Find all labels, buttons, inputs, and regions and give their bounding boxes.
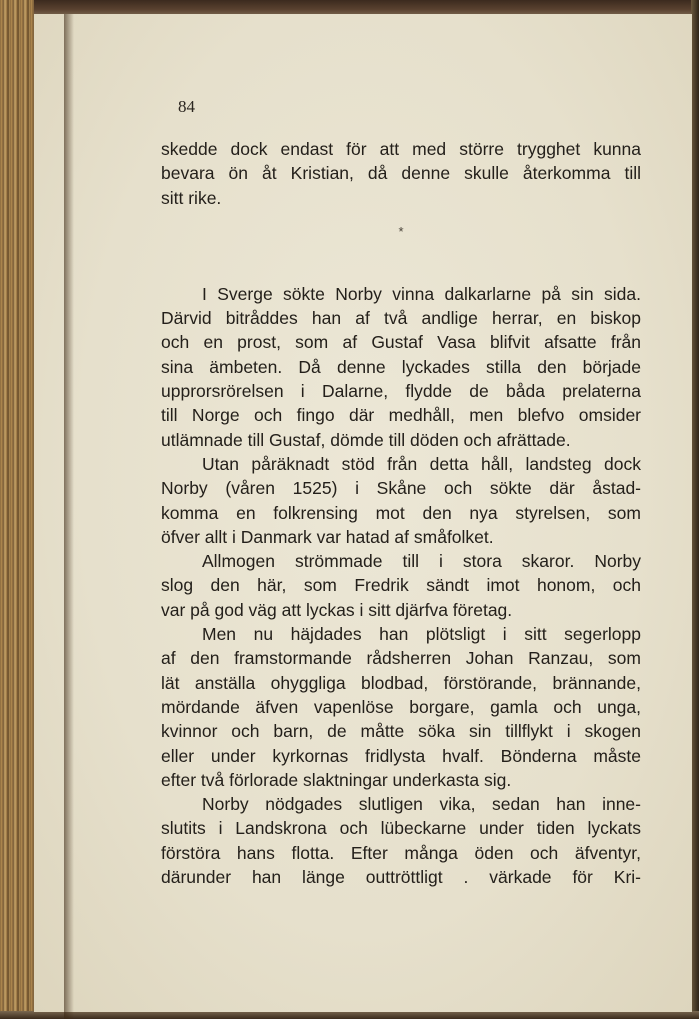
text-line: Norby (våren 1525) i Skåne och sökte där åstad- <box>161 478 641 499</box>
text-line: Men nu häjdades han plötsligt i sitt segerlopp <box>202 624 641 645</box>
text-line: slog den här, som Fredrik sändt imot honom, och <box>161 575 641 596</box>
book-right-edge <box>691 0 699 1019</box>
gutter-shadow <box>64 14 74 1019</box>
text-line: komma en folkrensing mot den nya styrelsen, som <box>161 502 641 523</box>
text-line: sitt rike. <box>161 187 222 208</box>
text-line: sina ämbeten. Då denne lyckades stilla den började <box>161 356 641 377</box>
section-separator: * <box>398 223 404 239</box>
text-line: af den framstormande rådsherren Johan Ranzau, som <box>161 648 641 669</box>
text-line: kvinnor och barn, de måtte söka sin tillflykt i skogen <box>161 721 641 742</box>
text-line: slutits i Landskrona och lübeckarne under tiden lyckats <box>161 818 641 839</box>
text-line: till Norge och fingo där medhåll, men blefvo omsider <box>161 405 641 426</box>
text-line: eller under kyrkornas fridlysta hvalf. Bönderna måste <box>161 745 641 766</box>
text-line: förstöra hans flotta. Efter många öden och äfventyr, <box>161 842 641 863</box>
text-line: Utan påräknadt stöd från detta håll, landsteg dock <box>202 453 641 474</box>
text-line: mördande äfven vapenlöse borgare, gamla och unga, <box>161 696 641 717</box>
text-line: Allmogen strömmade till i stora skaror. Norby <box>202 551 641 572</box>
book-bottom-edge <box>0 1011 699 1019</box>
text-line: lät anställa ohyggliga blodbad, förstörande, brännande, <box>161 672 641 693</box>
text-line: och en prost, som af Gustaf Vasa blifvit afsatte från <box>161 332 641 353</box>
text-line: öfver allt i Danmark var hatad af småfolket. <box>161 526 494 547</box>
page-number: 84 <box>178 97 195 116</box>
text-line: efter två förlorade slaktningar underkasta sig. <box>161 769 512 790</box>
body-text <box>161 137 641 889</box>
book-spine <box>0 0 34 1019</box>
text-line: I Sverge sökte Norby vinna dalkarlarne på sin sida. <box>202 283 641 304</box>
text-line: bevara ön åt Kristian, då denne skulle återkomma till <box>161 163 641 184</box>
text-line: Därvid bitråddes han af två andlige herrar, en biskop <box>161 308 641 329</box>
text-line: Norby nödgades slutligen vika, sedan han inne- <box>202 794 641 815</box>
text-line: utlämnade till Gustaf, dömde till döden och afrättade. <box>161 429 571 450</box>
text-line: skedde dock endast för att med större trygghet kunna <box>161 139 641 159</box>
text-line: därunder han länge outtröttligt . värkade för Kri- <box>161 867 641 888</box>
text-line: upprorsrörelsen i Dalarne, flydde de båda prelaterna <box>161 381 641 402</box>
text-line: var på god väg att lyckas i sitt djärfva företag. <box>161 599 513 620</box>
